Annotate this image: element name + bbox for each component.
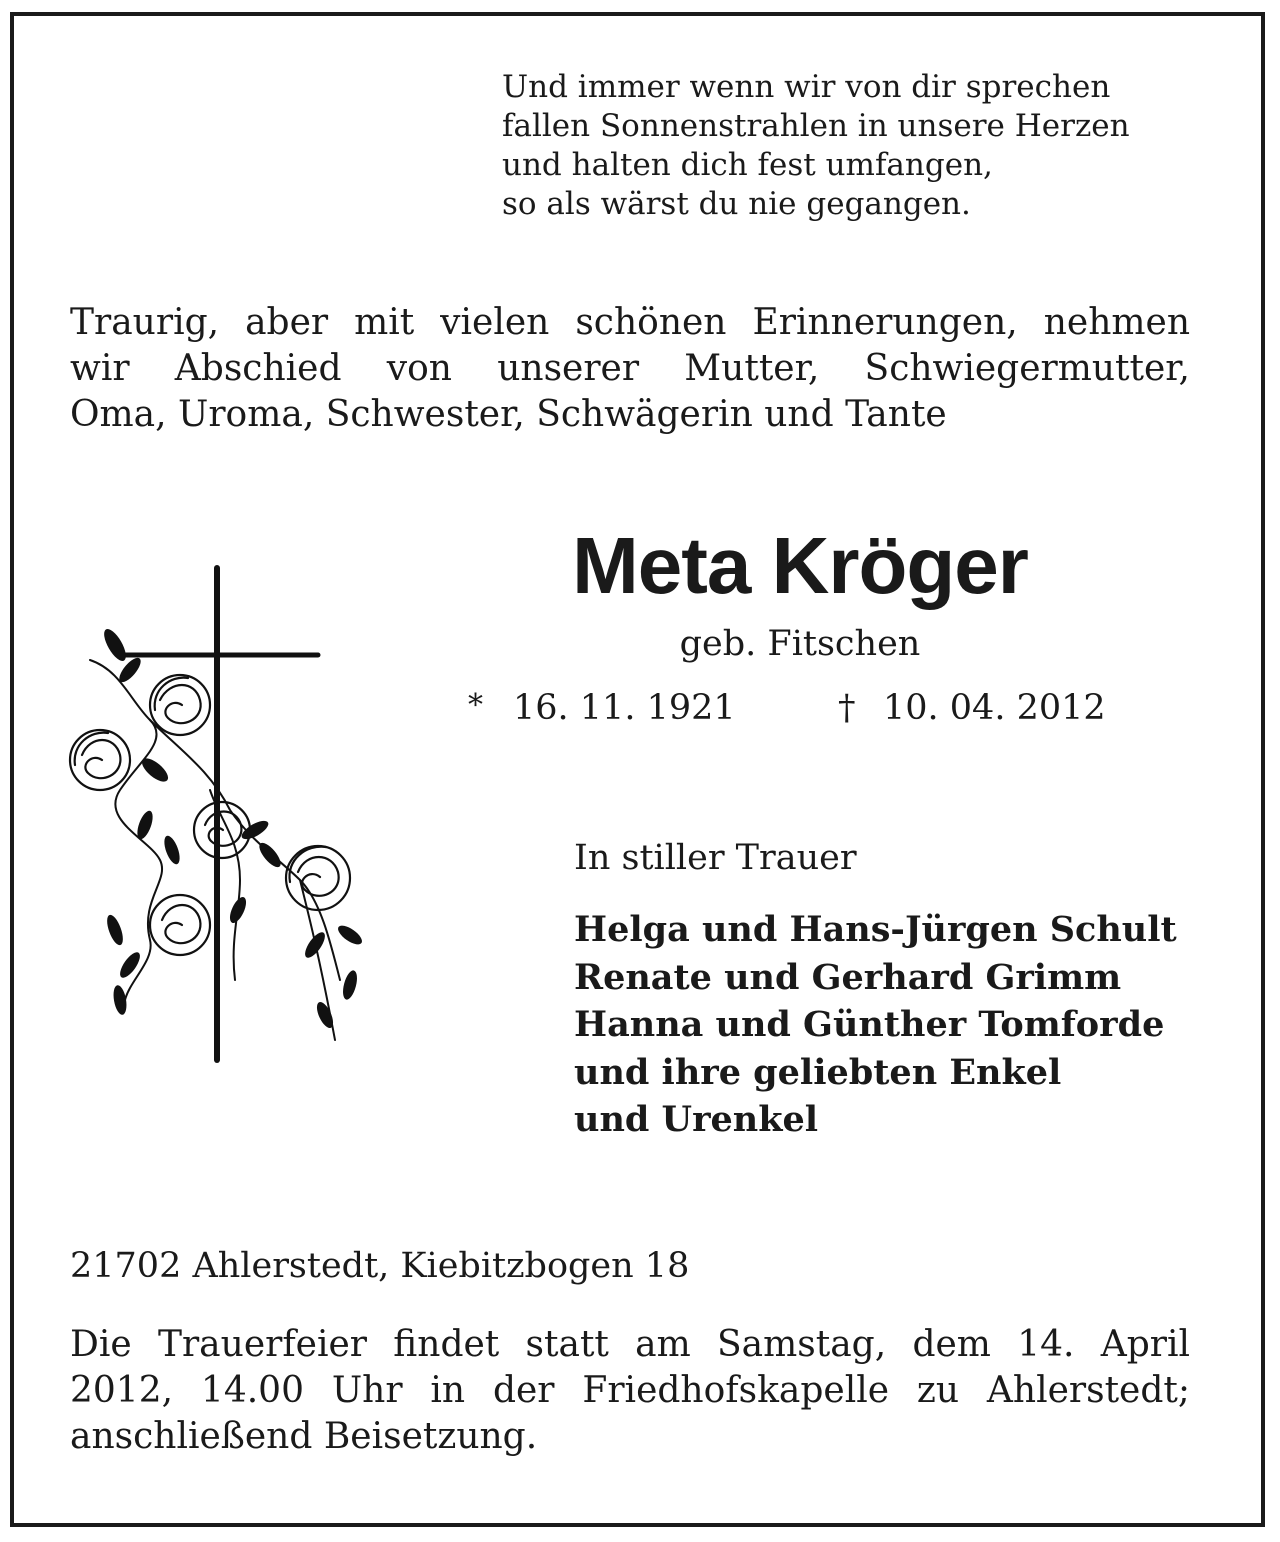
cross-with-roses-icon <box>60 560 380 1070</box>
poem-line: Und immer wenn wir von dir sprechen <box>502 69 1111 105</box>
mourning-label: In stiller Trauer <box>574 838 857 878</box>
mourner-line: und Urenkel <box>574 1099 819 1140</box>
ceremony-text <box>70 1322 1190 1460</box>
intro-line: Traurig, aber mit vielen schönen Erinnerungen, nehmen <box>70 302 1190 343</box>
deceased-name: Meta Kröger <box>572 521 1028 610</box>
mourner-line: und ihre geliebten Enkel <box>574 1051 1062 1093</box>
intro-line: Oma, Uroma, Schwester, Schwägerin und Tante <box>70 394 947 435</box>
mourner-line: Hanna und Günther Tomforde <box>574 1004 1165 1045</box>
poem-line: und halten dich fest umfangen, <box>502 147 993 183</box>
mourner-line: Helga und Hans-Jürgen Schult <box>574 909 1177 950</box>
birth-date: 16. 11. 1921 <box>513 688 736 728</box>
intro-line: wir Abschied von unserer Mutter, Schwiegermutter, <box>70 348 1190 389</box>
maiden-name: geb. Fitschen <box>679 624 921 664</box>
mourners-list <box>574 906 1177 1144</box>
address: 21702 Ahlerstedt, Kiebitzbogen 18 <box>70 1246 690 1286</box>
birth-symbol: * <box>468 688 483 723</box>
death-symbol: † <box>838 688 856 728</box>
poem-line: fallen Sonnenstrahlen in unsere Herzen <box>502 108 1130 144</box>
poem <box>502 68 1130 224</box>
ceremony-line: Die Trauerfeier findet statt am Samstag, dem 14. April <box>70 1324 1190 1365</box>
poem-line: so als wärst du nie gegangen. <box>502 186 971 222</box>
ceremony-line: anschließend Beisetzung. <box>70 1416 538 1457</box>
death-date: 10. 04. 2012 <box>883 688 1106 728</box>
mourner-line: Renate und Gerhard Grimm <box>574 956 1122 998</box>
intro-text <box>70 300 1190 438</box>
ceremony-line: 2012, 14.00 Uhr in der Friedhofskapelle zu Ahlerstedt; <box>70 1370 1190 1411</box>
